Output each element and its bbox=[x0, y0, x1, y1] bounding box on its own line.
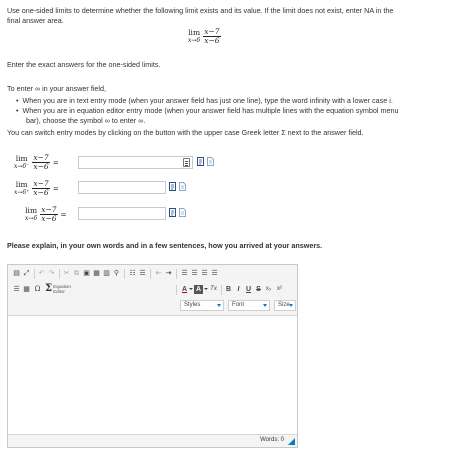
fraction-denominator: x−6 bbox=[41, 214, 57, 223]
styles-label: Styles bbox=[184, 302, 201, 308]
lim-subscript: x→6 bbox=[25, 214, 38, 222]
bullet1-text: When you are in text entry mode (when your answer field has just one line), type the word infinity with a lower case i. bbox=[22, 96, 393, 105]
bullet2-text-line2: bar), choose the symbol ∞ to enter ∞. bbox=[26, 116, 146, 125]
text-color-icon[interactable]: A bbox=[181, 286, 188, 293]
two-sided-limit-answer-input[interactable] bbox=[78, 207, 166, 220]
chevron-down-icon bbox=[263, 304, 267, 307]
maximize-icon[interactable]: ⤢ bbox=[23, 270, 30, 277]
chevron-down-icon bbox=[289, 304, 293, 307]
copy-icon[interactable]: ⧉ bbox=[74, 270, 79, 277]
entry-help-bullet2 bbox=[16, 106, 398, 116]
limit-left-expression bbox=[14, 154, 59, 171]
equals-sign: = bbox=[52, 184, 59, 193]
one-sided-instruction: Enter the exact answers for the one-sided limits. bbox=[7, 60, 161, 69]
bullet-icon: • bbox=[16, 106, 23, 115]
switch-mode-text: You can switch entry modes by clicking on the button with the upper case Greek letter Σ next to the answer field. bbox=[7, 128, 364, 137]
editor-toolbar bbox=[8, 265, 297, 316]
equals-sign: = bbox=[60, 210, 67, 219]
background-color-icon[interactable]: A bbox=[195, 286, 202, 293]
main-limit-expression bbox=[188, 28, 221, 45]
underline-button[interactable]: U bbox=[245, 286, 252, 293]
lim-subscript: x→6 bbox=[188, 36, 201, 44]
font-dropdown[interactable] bbox=[228, 300, 270, 311]
lim-word: lim bbox=[25, 205, 38, 215]
paste-icon[interactable]: ▣ bbox=[83, 270, 90, 277]
superscript-button[interactable]: x² bbox=[277, 286, 282, 292]
right-limit-answer-input[interactable] bbox=[78, 181, 166, 194]
lim-subscript: x→6⁻ bbox=[14, 162, 30, 170]
limit-two-sided-expression bbox=[25, 206, 67, 223]
editor-text-area[interactable] bbox=[8, 317, 297, 434]
word-count: Words: 0 bbox=[260, 437, 284, 443]
explain-prompt: Please explain, in your own words and in a few sentences, how you arrived at your answers. bbox=[7, 241, 323, 250]
align-right-icon[interactable]: ☰ bbox=[201, 270, 208, 277]
size-dropdown[interactable] bbox=[274, 300, 296, 311]
decrease-indent-icon[interactable]: ⇤ bbox=[155, 270, 162, 277]
resize-handle-icon[interactable] bbox=[288, 438, 295, 445]
lim-word: lim bbox=[15, 153, 28, 163]
paste-text-icon[interactable]: ▦ bbox=[93, 270, 100, 277]
equation-editor-icon[interactable] bbox=[169, 182, 176, 191]
fraction-numerator: x−7 bbox=[33, 153, 49, 162]
styles-dropdown[interactable] bbox=[180, 300, 224, 311]
equals-sign: = bbox=[52, 158, 59, 167]
horizontal-line-icon[interactable]: ☰ bbox=[13, 286, 20, 293]
entry-help-bullet1 bbox=[16, 96, 393, 106]
fraction-numerator: x−7 bbox=[204, 27, 220, 36]
editor-footer bbox=[8, 434, 297, 447]
equation-editor-icon[interactable] bbox=[197, 157, 204, 166]
fraction-numerator: x−7 bbox=[41, 205, 57, 214]
fraction-denominator: x−6 bbox=[33, 188, 49, 197]
remove-format-icon[interactable]: Tx bbox=[210, 286, 217, 292]
size-label: Size bbox=[278, 302, 290, 308]
rich-text-editor bbox=[7, 264, 298, 448]
bullet-icon: • bbox=[16, 96, 23, 105]
question-intro-line1: Use one-sided limits to determine whether the following limit exists and its value. If the limit does not exist, enter NA in the bbox=[7, 6, 394, 15]
redo-icon[interactable]: ↷ bbox=[48, 270, 55, 277]
bulleted-list-icon[interactable]: ☰ bbox=[139, 270, 146, 277]
chevron-down-icon bbox=[217, 304, 221, 307]
align-center-icon[interactable]: ☰ bbox=[191, 270, 198, 277]
text-color-dropdown-icon[interactable] bbox=[189, 288, 193, 290]
strikethrough-button[interactable]: S bbox=[256, 286, 261, 293]
limit-right-expression bbox=[14, 180, 59, 197]
undo-icon[interactable]: ↶ bbox=[38, 270, 45, 277]
paste-word-icon[interactable]: ▥ bbox=[103, 270, 110, 277]
lim-word: lim bbox=[15, 179, 28, 189]
equation-editor-button[interactable] bbox=[45, 284, 71, 294]
bg-color-dropdown-icon[interactable] bbox=[204, 288, 208, 290]
align-left-icon[interactable]: ☰ bbox=[181, 270, 188, 277]
left-limit-answer-input[interactable] bbox=[78, 156, 193, 169]
subscript-button[interactable]: x₂ bbox=[265, 286, 272, 292]
increase-indent-icon[interactable]: ⇥ bbox=[165, 270, 172, 277]
equation-editor-label-2: Editor bbox=[53, 289, 65, 294]
find-icon[interactable]: ⚲ bbox=[113, 270, 120, 277]
fraction bbox=[203, 28, 220, 45]
align-justify-icon[interactable]: ☰ bbox=[211, 270, 218, 277]
cut-icon[interactable]: ✂ bbox=[63, 270, 70, 277]
fraction-denominator: x−6 bbox=[33, 162, 49, 171]
help-document-icon[interactable] bbox=[207, 157, 214, 166]
special-char-icon[interactable]: Ω bbox=[34, 285, 41, 293]
numbered-list-icon[interactable]: ☷ bbox=[129, 270, 136, 277]
lim-subscript: x→6⁺ bbox=[14, 188, 30, 196]
equation-editor-label-1: Equation bbox=[53, 284, 71, 289]
entry-help-intro: To enter ∞ in your answer field, bbox=[7, 84, 107, 93]
source-icon[interactable]: ▤ bbox=[13, 270, 20, 277]
help-document-icon[interactable] bbox=[179, 208, 186, 217]
help-document-icon[interactable] bbox=[179, 182, 186, 191]
equation-editor-icon[interactable] bbox=[169, 208, 176, 217]
table-icon[interactable]: ▦ bbox=[23, 286, 30, 293]
lim-word: lim bbox=[188, 27, 201, 37]
font-label: Font bbox=[232, 302, 245, 308]
sigma-icon: Σ bbox=[45, 283, 53, 294]
fraction-numerator: x−7 bbox=[33, 179, 49, 188]
italic-button[interactable]: I bbox=[237, 286, 240, 293]
bullet2-text-line1: When you are in equation editor entry mode (when your answer field has multiple lines with the equation symbol menu bbox=[22, 106, 399, 115]
bold-button[interactable]: B bbox=[225, 286, 232, 293]
lim-operator bbox=[188, 29, 200, 45]
keyboard-toggle-icon[interactable] bbox=[183, 158, 190, 167]
fraction-denominator: x−6 bbox=[204, 36, 220, 45]
question-intro-line2: final answer area. bbox=[7, 16, 64, 25]
